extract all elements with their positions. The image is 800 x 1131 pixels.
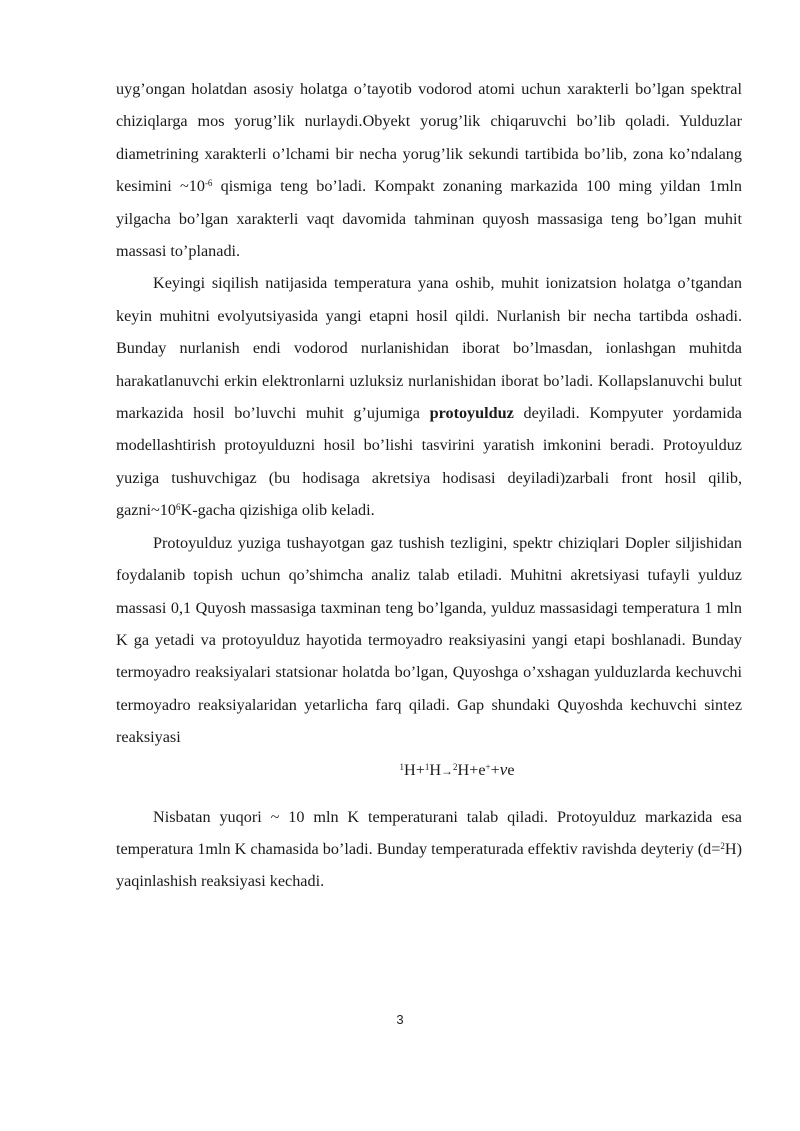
formula-sup-2: 1: [424, 761, 430, 772]
paragraph-1-text: uyg’ongan holatdan asosiy holatga o’tayotib vodorod atomi uchun xarakterli bo’lgan spektral chiziqlarga mos yorug’lik nurlaydi.Obyekt yorug’lik chiqaruvchi bo’lib qoladi. Yulduzlar diametrining xarakterli o’lchami bir necha yorug’lik sekundi tartibida bo’lib, zona ko’ndalang kesimini ~10: [116, 80, 742, 196]
exponent-two: 2: [720, 841, 725, 851]
paragraph-1: [116, 73, 742, 267]
formula-nu: ν: [499, 759, 508, 779]
paragraph-2: [116, 267, 742, 526]
paragraph-2-text-before: Keyingi siqilish natijasida temperatura yana oshib, muhit ionizatsion holatga o’tgandan keyin muhitni evolyutsiyasida yangi etapni hosil qildi. Nurlanish bir necha tartibda oshadi. Bunday nurlanish endi vodorod nurlanishidan iborat bo’lmasdan, ionlashgan muhitda harakatlanuvchi erkin elektronlarni uzluksiz nurlanishidan iborat bo’ladi. Kollapslanuvchi bulut markazida hosil bo’luvchi muhit g’ujumiga: [116, 274, 742, 423]
reaction-formula: [116, 754, 742, 801]
formula-e: e: [507, 760, 515, 779]
paragraph-4-text-after: H) yaqinlashish reaksiyasi kechadi.: [116, 839, 742, 891]
formula-h3: H+e: [457, 760, 486, 779]
paragraph-3-text: Protoyulduz yuziga tushayotgan gaz tushish tezligini, spektr chiziqlari Dopler siljishidan foydalanib topish uchun qo’shimcha analiz talab etiladi. Muhitni akretsiyasi tufayli yulduz massasi 0,1 Quyosh massasiga taxminan teng bo’lganda, yulduz massasidagi temperatura 1 mln K ga yetadi va protoyulduz hayotida termoyadro reaksiyasini yangi etapi boshlanadi. Bunday termoyadro reaksiyalari statsionar holatda bo’lgan, Quyoshga o’xshagan yulduzlarda kechuvchi termoyadro reaksiyalaridan yetarlicha farq qiladi. Gap shundaki Quyoshda kechuvchi sintez reaksiyasi: [116, 533, 742, 747]
formula-h1: H+: [404, 760, 425, 779]
formula-arrow: →: [441, 763, 454, 778]
formula-sup-3: 2: [453, 761, 458, 772]
document-page: [116, 73, 742, 898]
exponent-six: 6: [176, 502, 181, 513]
exponent-minus-six: -6: [204, 178, 213, 189]
paragraph-2-text-after: K-gacha qizishiga olib keladi.: [180, 501, 375, 520]
protoyulduz-term: protoyulduz: [429, 404, 514, 423]
formula-plus: +: [490, 760, 500, 779]
paragraph-4-text-before: Nisbatan yuqori ~ 10 mln K temperaturani talab qiladi. Protoyulduz markazida esa temperatura 1mln K chamasida bo’ladi. Bunday temperaturada effektiv ravishda deyteriy (d=: [116, 807, 742, 858]
paragraph-1-text-after: qismiga teng bo’ladi. Kompakt zonaning markazida 100 ming yildan 1mln yilgacha bo’lgan xarakterli vaqt davomida tahminan quyosh massasiga teng bo’lgan muhit massasi to’planadi.: [116, 177, 743, 261]
paragraph-3: [116, 527, 742, 754]
formula-sup-1: 1: [399, 761, 404, 772]
paragraph-4: [116, 801, 742, 898]
page-number: 3: [396, 1012, 404, 1027]
formula-h2: H: [429, 760, 442, 779]
paragraph-2-text-middle: deyiladi. Kompyuter yordamida modellashtirish protoyulduzni hosil bo’lishi tasvirini yaratish imkonini beradi. Protoyulduz yuziga tushuvchigaz (bu hodisaga akretsiya hodisasi deyiladi)zarbali front hosil qilib, gazni~10: [116, 404, 742, 520]
formula-sup-4: +: [485, 761, 491, 772]
